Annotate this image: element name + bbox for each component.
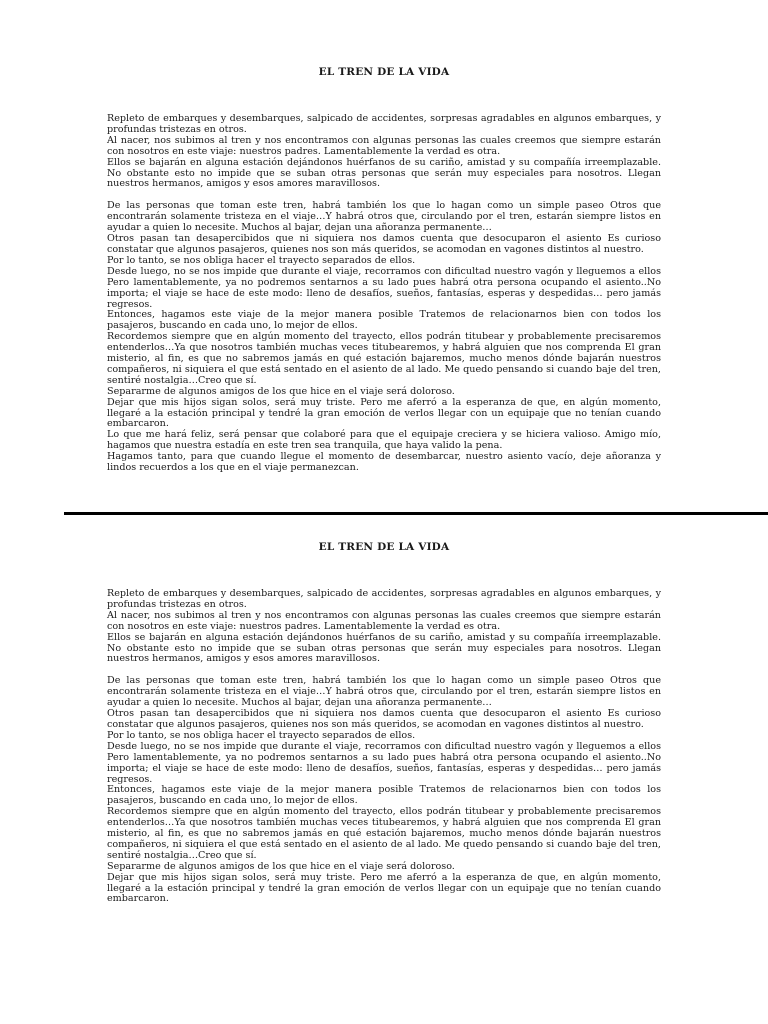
paragraph: Separarme de algunos amigos de los que hice en el viaje será doloroso. xyxy=(107,385,455,397)
paragraph: Repleto de embarques y desembarques, salpicado de accidentes, sorpresas agradables en algunos embarques, y profundas tristezas en otros. xyxy=(107,588,661,610)
paragraph: Por lo tanto, se nos obliga hacer el trayecto separados de ellos. xyxy=(107,729,416,741)
paragraph: Otros pasan tan desapercibidos que ni siquiera nos damos cuenta que desocuparon el asiento Es curioso constatar que algunos pasajeros, quienes nos son más queridos, se acomodan en vagones distintos al nuestro. xyxy=(107,708,661,730)
page-title: EL TREN DE LA VIDA xyxy=(318,541,450,553)
paragraph: Lo que me hará feliz, será pensar que colaboré para que el equipaje creciera y se hiciera valioso. Amigo mío, hagamos que nuestra estadía en este tren sea tranquila, que haya valido la pena. xyxy=(107,429,661,452)
page-body xyxy=(107,589,661,905)
paragraph: Ellos se bajarán en alguna estación dejándonos huérfanos de su cariño, amistad y su compañía irreemplazable. No obstante esto no impide que se suban otras personas que serán muy especiales para nosotros. Llegan nuestros hermanos, amigos y esos amores maravillosos. xyxy=(107,631,661,665)
paragraph: Entonces, hagamos este viaje de la mejor manera posible Tratemos de relacionarnos bien con todos los pasajeros, buscando en cada uno, lo mejor de ellos. xyxy=(107,309,661,332)
paragraph: Recordemos siempre que en algún momento del trayecto, ellos podrán titubear y probablemente precisaremos entenderlos…Ya que nosotros también muchas veces titubearemos, y habrá alguien que nos comprenda El gran misterio, al fin, es que no sabremos jamás en qué estación bajaremos, mucho menos dónde bajarán nuestros compañeros, ni siquiera el que está sentado en el asiento de al lado. Me quedo pensando si cuando baje del tren, sentiré nostalgia…Creo que sí. xyxy=(107,806,661,861)
paragraph: Al nacer, nos subimos al tren y nos encontramos con algunas personas las cuales creemos que siempre estarán con nosotros en este viaje: nuestros padres. Lamentablemente la verdad es otra. xyxy=(107,609,661,632)
paragraph: Dejar que mis hijos sigan solos, será muy triste. Pero me aferró a la esperanza de que, en algún momento, llegaré a la estación principal y tendré la gran emoción de verlos llegar con un equipaje que no tenían cuando embarcaron. xyxy=(107,871,661,905)
document-page-1 xyxy=(0,0,768,474)
paragraph: Al nacer, nos subimos al tren y nos encontramos con algunas personas las cuales creemos que siempre estarán con nosotros en este viaje: nuestros padres. Lamentablemente la verdad es otra. xyxy=(107,134,661,157)
paragraph: De las personas que toman este tren, habrá también los que lo hagan como un simple paseo Otros que encontrarán solamente tristeza en el viaje…Y habrá otros que, circulando por el tren, estarán siempre listos en ayudar a quien lo necesite. Muchos al bajar, dejan una añoranza permanente… xyxy=(107,200,661,234)
document-page-2 xyxy=(0,520,768,905)
page-divider xyxy=(64,512,768,515)
paragraph: Hagamos tanto, para que cuando llegue el momento de desembarcar, nuestro asiento vacío, deje añoranza y lindos recuerdos a los que en el viaje permanezcan. xyxy=(107,451,661,474)
paragraph: Repleto de embarques y desembarques, salpicado de accidentes, sorpresas agradables en algunos embarques, y profundas tristezas en otros. xyxy=(107,113,661,135)
page-title: EL TREN DE LA VIDA xyxy=(318,66,450,78)
paragraph: Ellos se bajarán en alguna estación dejándonos huérfanos de su cariño, amistad y su compañía irreemplazable. No obstante esto no impide que se suban otras personas que serán muy especiales para nosotros. Llegan nuestros hermanos, amigos y esos amores maravillosos. xyxy=(107,156,661,190)
paragraph: Desde luego, no se nos impide que durante el viaje, recorramos con dificultad nuestro vagón y lleguemos a ellos Pero lamentablemente, ya no podremos sentarnos a su lado pues habrá otra persona ocupando el asiento..No importa; el viaje se hace de este modo: lleno de desafíos, sueños, fantasías, esperas y despedidas… pero jamás regresos. xyxy=(107,740,661,785)
paragraph: Desde luego, no se nos impide que durante el viaje, recorramos con dificultad nuestro vagón y lleguemos a ellos Pero lamentablemente, ya no podremos sentarnos a su lado pues habrá otra persona ocupando el asiento..No importa; el viaje se hace de este modo: lleno de desafíos, sueños, fantasías, esperas y despedidas… pero jamás regresos. xyxy=(107,265,661,310)
paragraph: Entonces, hagamos este viaje de la mejor manera posible Tratemos de relacionarnos bien con todos los pasajeros, buscando en cada uno, lo mejor de ellos. xyxy=(107,784,661,807)
paragraph: Por lo tanto, se nos obliga hacer el trayecto separados de ellos. xyxy=(107,254,416,266)
paragraph: Separarme de algunos amigos de los que hice en el viaje será doloroso. xyxy=(107,860,455,872)
paragraph: Otros pasan tan desapercibidos que ni siquiera nos damos cuenta que desocuparon el asiento Es curioso constatar que algunos pasajeros, quienes nos son más queridos, se acomodan en vagones distintos al nuestro. xyxy=(107,233,661,255)
paragraph: De las personas que toman este tren, habrá también los que lo hagan como un simple paseo Otros que encontrarán solamente tristeza en el viaje…Y habrá otros que, circulando por el tren, estarán siempre listos en ayudar a quien lo necesite. Muchos al bajar, dejan una añoranza permanente… xyxy=(107,675,661,709)
paragraph: Recordemos siempre que en algún momento del trayecto, ellos podrán titubear y probablemente precisaremos entenderlos…Ya que nosotros también muchas veces titubearemos, y habrá alguien que nos comprenda El gran misterio, al fin, es que no sabremos jamás en qué estación bajaremos, mucho menos dónde bajarán nuestros compañeros, ni siquiera el que está sentado en el asiento de al lado. Me quedo pensando si cuando baje del tren, sentiré nostalgia…Creo que sí. xyxy=(107,331,661,386)
page-body xyxy=(107,114,661,474)
paragraph: Dejar que mis hijos sigan solos, será muy triste. Pero me aferró a la esperanza de que, en algún momento, llegaré a la estación principal y tendré la gran emoción de verlos llegar con un equipaje que no tenían cuando embarcaron. xyxy=(107,396,661,430)
